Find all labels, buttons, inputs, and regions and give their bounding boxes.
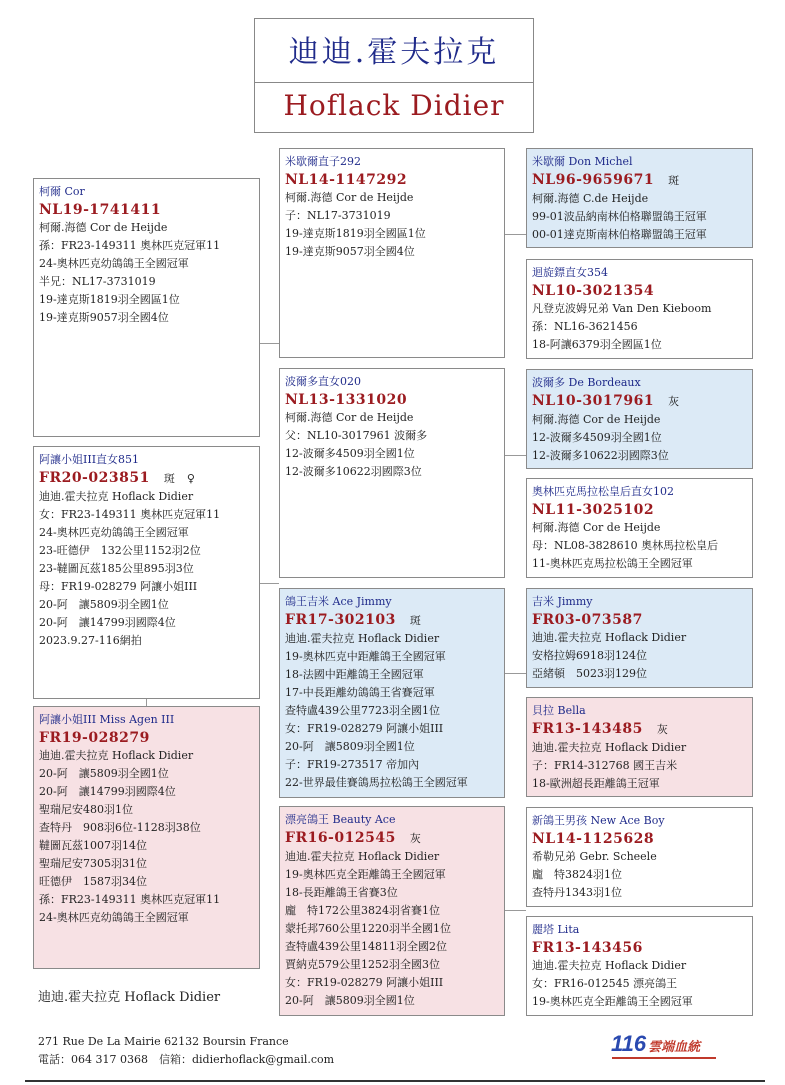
footer-contact: 電話：064 317 0368 信箱：didierhoflack@gmail.com [38, 1053, 335, 1066]
pedigree-detail-line: 柯爾.海德 Cor de Heijde [532, 521, 661, 534]
bird-name: 麗塔 Lita [532, 923, 580, 936]
pedigree-detail-line: 安格拉姆6918羽124位 [532, 649, 647, 662]
pedigree-detail-line: 柯爾.海德 Cor de Heijde [285, 411, 414, 424]
pedigree-detail-line: 蒙托邦760公里1220羽半全國1位 [285, 922, 451, 935]
connector [146, 698, 147, 706]
pedigree-detail-line: 聖瑞尼安7305羽31位 [39, 857, 147, 870]
pedigree-detail-line: 24-奧林匹克幼鴿鴿王全國冠軍 [39, 257, 189, 270]
bird-name: 奧林匹克馬拉松皇后直女102 [532, 485, 674, 498]
pedigree-detail-line: 12-波爾多10622羽國際3位 [532, 449, 669, 462]
color-tag: 灰 [668, 395, 680, 408]
logo-underline [612, 1057, 716, 1059]
ring-number: NL14-1125628 [532, 831, 655, 847]
ring-number: NL14-1147292 [285, 172, 408, 188]
pedigree-detail-line: 18-歐洲超長距離鴿王冠軍 [532, 777, 660, 790]
pedigree-detail-line: 19-奧林匹克中距離鴿王全國冠軍 [285, 650, 446, 663]
color-tag: 斑 ♀ [163, 472, 196, 485]
color-tag: 斑 [409, 614, 422, 627]
pedigree-detail-line: 20-阿 讓5809羽全國1位 [285, 740, 415, 753]
pedigree-detail-line: 18-阿讓6379羽全國區1位 [532, 338, 662, 351]
ring-number-row [285, 171, 499, 189]
bird-name: 波爾多直女020 [285, 375, 361, 388]
pedigree-detail-line: 希勒兄弟 Gebr. Scheele [532, 850, 657, 863]
pedigree-detail-line: 19-達克斯9057羽全國4位 [39, 311, 169, 324]
pedigree-detail-line: 女：FR19-028279 阿讓小姐III [285, 976, 444, 989]
ring-number-row [532, 282, 747, 300]
ring-number: FR19-028279 [39, 730, 150, 746]
ring-number: NL10-3017961 [532, 393, 655, 409]
pedigree-detail-line: 龐 特3824羽1位 [532, 868, 622, 881]
pedigree-detail-line: 賈納克579公里1252羽全國3位 [285, 958, 440, 971]
pedigree-detail-line: 孫：NL16-3621456 [532, 320, 638, 333]
ring-number: NL13-1331020 [285, 392, 408, 408]
bird-name: 波爾多 De Bordeaux [532, 376, 641, 389]
ring-number: FR17-302103 [285, 612, 396, 628]
pedigree-detail-line: 迪迪.霍夫拉克 Hoflack Didier [285, 850, 440, 863]
pedigree-card-sire [33, 178, 260, 437]
pedigree-detail-line: 迪迪.霍夫拉克 Hoflack Didier [532, 631, 687, 644]
ring-number-row [532, 720, 747, 739]
pedigree-detail-line: 女：FR19-028279 阿讓小姐III [285, 722, 444, 735]
ring-number: FR16-012545 [285, 830, 396, 846]
bottom-rule [25, 1080, 765, 1082]
ring-number-row [532, 171, 747, 190]
pedigree-detail-line: 女：FR23-149311 奧林匹克冠軍11 [39, 508, 221, 521]
pedigree-detail-line: 龐 特172公里3824羽省賽1位 [285, 904, 440, 917]
bird-name: 新鴿王男孩 New Ace Boy [532, 814, 665, 827]
pedigree-detail-line: 20-阿 讓14799羽國際4位 [39, 785, 176, 798]
ring-number-row [39, 729, 254, 747]
ring-number-row [285, 391, 499, 409]
pedigree-detail-line: 孫：FR23-149311 奧林匹克冠軍11 [39, 239, 221, 252]
bird-name: 阿讓小姐III直女851 [39, 453, 140, 466]
pedigree-detail-line: 12-波爾多10622羽國際3位 [285, 465, 422, 478]
ring-number-row [285, 611, 499, 630]
pedigree-card-gen2 [279, 368, 505, 578]
pedigree-detail-line: 子：FR14-312768 國王吉米 [532, 759, 678, 772]
pedigree-detail-line: 韃圖瓦茲1007羽14位 [39, 839, 147, 852]
pedigree-card-gen3 [526, 259, 753, 359]
pedigree-detail-line: 迪迪.霍夫拉克 Hoflack Didier [39, 490, 194, 503]
pedigree-detail-line: 聖瑞尼安480羽1位 [39, 803, 133, 816]
color-tag: 灰 [656, 723, 669, 736]
pedigree-card-gen3 [526, 478, 753, 578]
pedigree-card-gen2 [279, 806, 505, 1016]
pedigree-card-gen2 [279, 588, 505, 798]
ring-number: NL11-3025102 [532, 502, 655, 518]
pedigree-card-gen3 [526, 369, 753, 469]
bird-name: 迴旋鏢直女354 [532, 266, 608, 279]
pedigree-detail-line: 20-阿 讓14799羽國際4位 [39, 616, 176, 629]
ring-number: FR13-143485 [532, 721, 643, 737]
pedigree-detail-line: 24-奧林匹克幼鴿鴿王全國冠軍 [39, 526, 189, 539]
brand-logo [611, 1031, 700, 1057]
pedigree-detail-line: 查特丹 908羽6位-1128羽38位 [39, 821, 201, 834]
pedigree-card-gen2 [279, 148, 505, 358]
ring-number: FR03-073587 [532, 612, 643, 628]
bird-name: 漂亮鴿王 Beauty Ace [285, 813, 396, 826]
title-divider [255, 82, 533, 83]
ring-number-row [532, 830, 747, 848]
pedigree-detail-line: 查特丹1343羽1位 [532, 886, 622, 899]
title-chinese: 迪迪.霍夫拉克 [288, 35, 500, 70]
pedigree-detail-line: 亞緒頓 5023羽129位 [532, 667, 647, 680]
pedigree-detail-line: 迪迪.霍夫拉克 Hoflack Didier [532, 959, 687, 972]
pedigree-detail-line: 20-阿 讓5809羽全國1位 [39, 598, 169, 611]
pedigree-detail-line: 子：FR19-273517 帝加內 [285, 758, 420, 771]
bird-name: 鴿王吉米 Ace Jimmy [285, 595, 392, 608]
pedigree-detail-line: 12-波爾多4509羽全國1位 [532, 431, 662, 444]
pedigree-card-subject [33, 446, 260, 699]
pedigree-detail-line: 2023.9.27-116網拍 [39, 634, 142, 647]
pedigree-detail-line: 18-法國中距離鴿王全國冠軍 [285, 668, 424, 681]
pedigree-detail-line: 父：NL10-3017961 波爾多 [285, 429, 428, 442]
pedigree-detail-line: 17-中長距離幼鴿鴿王省賽冠軍 [285, 686, 435, 699]
ring-number: NL19-1741411 [39, 202, 162, 218]
pedigree-detail-line: 23-旺德伊 132公里1152羽2位 [39, 544, 201, 557]
pedigree-card-gen3 [526, 697, 753, 797]
color-tag: 灰 [409, 832, 422, 845]
footer-contact-block [38, 1033, 334, 1069]
pedigree-card-dam [33, 706, 260, 969]
pedigree-detail-line: 柯爾.海德 Cor de Heijde [532, 413, 661, 426]
logo-text: 雲端血統 [648, 1039, 701, 1054]
connector [504, 455, 526, 456]
ring-number: NL96-9659671 [532, 172, 655, 188]
pedigree-detail-line: 23-韃圖瓦茲185公里895羽3位 [39, 562, 194, 575]
pedigree-detail-line: 12-波爾多4509羽全國1位 [285, 447, 415, 460]
pedigree-detail-line: 00-01達克斯南林伯格聯盟鴿王冠軍 [532, 228, 707, 241]
pedigree-detail-line: 柯爾.海德 Cor de Heijde [39, 221, 168, 234]
bird-name: 米歇爾直子292 [285, 155, 361, 168]
ring-number: FR13-143456 [532, 940, 643, 956]
ring-number-row [532, 501, 747, 519]
pedigree-detail-line: 19-達克斯1819羽全國區1位 [39, 293, 180, 306]
pedigree-detail-line: 母：FR19-028279 阿讓小姐III [39, 580, 198, 593]
ring-number-row [532, 611, 747, 629]
ring-number: NL10-3021354 [532, 283, 655, 299]
connector [259, 343, 279, 344]
connector [504, 910, 526, 911]
pedigree-card-gen3 [526, 148, 753, 248]
pedigree-detail-line: 查特盧439公里7723羽全國1位 [285, 704, 440, 717]
pedigree-detail-line: 女：FR16-012545 漂亮鴿王 [532, 977, 678, 990]
pedigree-detail-line: 孫：FR23-149311 奧林匹克冠軍11 [39, 893, 221, 906]
bird-name: 貝拉 Bella [532, 704, 586, 717]
pedigree-detail-line: 子：NL17-3731019 [285, 209, 391, 222]
connector [504, 234, 526, 235]
pedigree-card-gen3 [526, 916, 753, 1016]
bird-name: 米歇爾 Don Michel [532, 155, 633, 168]
pedigree-detail-line: 柯爾.海德 Cor de Heijde [285, 191, 414, 204]
pedigree-detail-line: 旺德伊 1587羽34位 [39, 875, 147, 888]
logo-number: 116 [611, 1031, 647, 1056]
ring-number-row [532, 392, 747, 411]
pedigree-detail-line: 迪迪.霍夫拉克 Hoflack Didier [285, 632, 440, 645]
pedigree-detail-line: 24-奧林匹克幼鴿鴿王全國冠軍 [39, 911, 189, 924]
ring-number-row [39, 201, 254, 219]
bird-name: 阿讓小姐III Miss Agen III [39, 713, 175, 726]
footer-address: 271 Rue De La Mairie 62132 Boursin France [38, 1035, 289, 1048]
pedigree-card-gen3 [526, 807, 753, 907]
footer-breeder: 迪迪.霍夫拉克 Hoflack Didier [38, 990, 221, 1005]
color-tag: 斑 [668, 174, 680, 187]
pedigree-detail-line: 凡登克波姆兄弟 Van Den Kieboom [532, 302, 712, 315]
pedigree-detail-line: 18-長距離鴿王省賽3位 [285, 886, 398, 899]
pedigree-detail-line: 20-阿 讓5809羽全國1位 [39, 767, 169, 780]
title-box [254, 18, 534, 133]
ring-number-row [532, 939, 747, 957]
pedigree-detail-line: 柯爾.海德 C.de Heijde [532, 192, 649, 205]
pedigree-detail-line: 11-奧林匹克馬拉松鴿王全國冠軍 [532, 557, 693, 570]
pedigree-detail-line: 母：NL08-3828610 奧林馬拉松皇后 [532, 539, 719, 552]
ring-number-row [285, 829, 499, 848]
title-english: Hoflack Didier [283, 89, 505, 122]
pedigree-detail-line: 半兄：NL17-3731019 [39, 275, 156, 288]
bird-name: 吉米 Jimmy [532, 595, 593, 608]
pedigree-detail-line: 99-01波品納南林伯格聯盟鴿王冠軍 [532, 210, 707, 223]
pedigree-card-gen3 [526, 588, 753, 688]
pedigree-detail-line: 19-奧林匹克全距離鴿王全國冠軍 [285, 868, 446, 881]
bird-name: 柯爾 Cor [39, 185, 85, 198]
connector [259, 583, 279, 584]
pedigree-detail-line: 20-阿 讓5809羽全國1位 [285, 994, 415, 1007]
pedigree-detail-line: 19-達克斯9057羽全國4位 [285, 245, 415, 258]
ring-number: FR20-023851 [39, 470, 150, 486]
pedigree-detail-line: 迪迪.霍夫拉克 Hoflack Didier [532, 741, 687, 754]
pedigree-detail-line: 迪迪.霍夫拉克 Hoflack Didier [39, 749, 194, 762]
connector [504, 673, 526, 674]
pedigree-detail-line: 19-達克斯1819羽全國區1位 [285, 227, 426, 240]
pedigree-detail-line: 查特盧439公里14811羽全國2位 [285, 940, 447, 953]
pedigree-detail-line: 22-世界最佳賽鴿馬拉松鴿王全國冠軍 [285, 776, 468, 789]
pedigree-detail-line: 19-奧林匹克全距離鴿王全國冠軍 [532, 995, 693, 1008]
ring-number-row [39, 469, 254, 488]
